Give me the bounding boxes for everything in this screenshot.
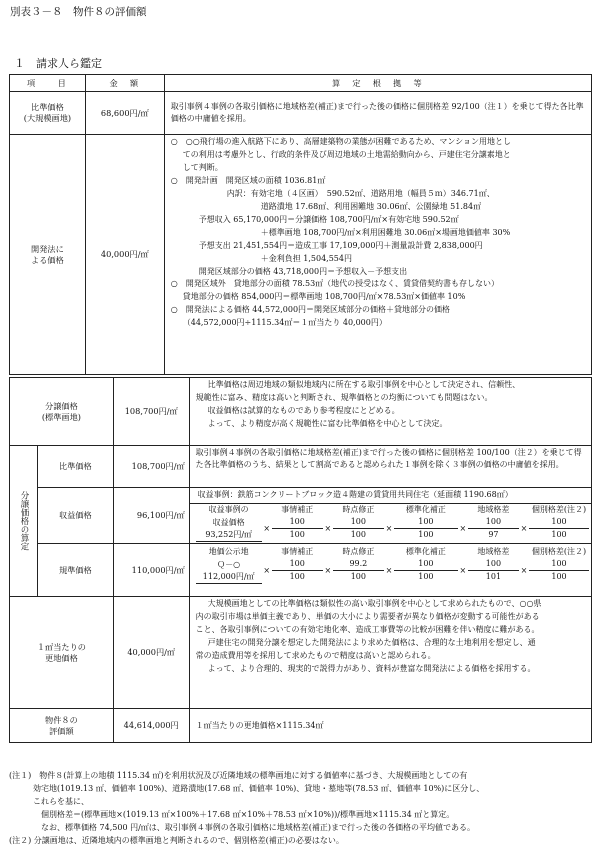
dev-line: 道路潰地 17.68㎡、利用困難地 30.06㎡、公園緑地 51.84㎡ [260, 201, 482, 211]
dev-line: ○ 開発法による価格 44,572,000円＝開発区域部分の価格＋貸地部分の価格 [170, 305, 451, 315]
footnote-line: 効宅地(1019.13 ㎡、価値率 100%)、道路潰地(17.68 ㎡、価値率 10%)、貸地・墓地等(78.53 ㎡、価値率 10%)に区分し、 [9, 783, 485, 793]
subdivision-item-line1: 分譲価格 [45, 400, 78, 411]
footnote-line: 個別格差＝(標準画地×(1019.13 ㎡×100%＋17.68 ㎡×10%＋78.53 ㎡×10%))/標準画地×1115.34 ㎡と算定。 [9, 809, 455, 819]
income-case: 収益事例：鉄筋コンクリートブロック造４階建の賃貸用共同住宅（延面積 1190.68㎡） [190, 489, 591, 504]
subdivision-item-line2: (標準画地) [41, 411, 81, 422]
row-property [10, 709, 592, 743]
footnote-line: (注１) 物件８(計算上の地積 1115.34 ㎡)を利用状況及び近隣地域の標準画地に対する価値率に基づき、大規模画地としての有 [9, 771, 468, 780]
income-formula-header: 個別格差(注２) [531, 505, 587, 515]
income-denominator: 97 [488, 530, 499, 540]
dev-line: ての利用は考慮外とし、行政的条件及び周辺地域の土地需給動向から、戸建住宅分譲素地と [182, 149, 511, 159]
income-formula-header: 収益事例の [208, 505, 249, 515]
subgroup-label-cell [10, 446, 38, 597]
sub-line: よって、より精度が高く規範性に富む比準価格を中心として決定。 [207, 418, 448, 428]
income-numerator: 100 [272, 516, 323, 529]
income-formula-header: 標準化補正 [405, 505, 446, 515]
development-amount: 40,000円/㎡ [85, 135, 164, 375]
development-basis [164, 135, 591, 375]
row-comparison [10, 92, 592, 135]
page-title: 別表３－８ 物件８の評価額 [10, 6, 147, 18]
standard-denominator: 100 [350, 572, 366, 582]
income-numerator: 100 [394, 516, 458, 529]
row-per-sqm [10, 597, 592, 709]
sub-comparison-amount: 108,700円/㎡ [113, 446, 189, 488]
standard-denominator: 100 [551, 572, 567, 582]
valuation-table-lower [9, 377, 592, 743]
income-formula-header: 時点修正 [342, 505, 375, 515]
row-sub-comparison [10, 446, 592, 488]
standard-formula-header: 標準化補正 [405, 547, 446, 557]
dev-line: して判断。 [182, 162, 223, 172]
comparison-item-line1: 比準価格 [31, 102, 64, 113]
header-item: 項 目 [10, 75, 86, 92]
standard-item: 規準価格 [37, 544, 113, 597]
header-amount: 金 額 [85, 75, 164, 92]
per-sqm-line: 戸建住宅の開発分譲を想定した開発法により求めた価格は、合理的な土地利用を想定し、通 [207, 637, 536, 647]
row-standard [10, 544, 592, 597]
sub-comparison-item: 比準価格 [37, 446, 113, 488]
dev-line: ＋金利負担 1,504,554円 [260, 253, 352, 263]
standard-formula: 地価公示地 事情補正 時点修正 標準化補正 地域格差 個別格差(注２) Ｑ－○ × 100 × 99.2 × 100 × 100 × 100 112,000円/㎡ 100 100 100 101 100 [196, 546, 589, 584]
dev-line: 内訳：有効宅地（４区画） 590.52㎡、道路用地（幅員５ｍ）346.71㎡、 [226, 188, 495, 198]
standard-formula-label: Ｑ－○ [217, 559, 241, 569]
income-denominator: 100 [418, 530, 434, 540]
income-denominator: 100 [350, 530, 366, 540]
per-sqm-item-line2: 更地価格 [45, 652, 78, 663]
per-sqm-line: 大規模画地としての比準価格は類似性の高い取引事例を中心として求められたもので、○○県 [207, 599, 542, 608]
standard-numerator: 100 [272, 558, 323, 571]
income-formula-header: 事情補正 [281, 505, 314, 515]
dev-line: 貸地部分の価格 854,000円＝標準画地 108,700円/㎡×78.53㎡×価値率 10% [182, 292, 466, 302]
footnotes [9, 770, 484, 848]
dev-line: 開発区域部分の価格 43,718,000円＝予想収入－予想支出 [198, 266, 408, 276]
income-item: 収益価格 [37, 488, 113, 544]
standard-formula-header: 事情補正 [281, 547, 314, 557]
income-numerator: 100 [333, 516, 384, 529]
development-item-line1: 開発法に [31, 243, 64, 254]
header-row [10, 75, 592, 92]
sub-comparison-basis: 取引事例４事例の各取引価格に地域格差(補正)まで行った後の価格に個別格差 100/100（注２）を乗じて得た各比準価格のうち、結果として割高であると認められた１事例を除く３事例の価格の中庸値を採用。 [189, 446, 591, 488]
income-numerator: 100 [529, 516, 589, 529]
footnote-line: (注２) 分譲画地は、近隣地域内の標準画地と判断されるので、個別格差(補正)の必要はない。 [9, 835, 344, 845]
subgroup-label: 分譲価格の算定 [19, 491, 29, 551]
subdivision-amount: 108,700円/㎡ [113, 378, 189, 446]
row-income [10, 488, 592, 544]
sub-line: 規範性に富み、精度は高いと判断され、規準価格との均衡についても問題はない。 [195, 392, 493, 402]
income-denominator: 100 [551, 530, 567, 540]
standard-denominator: 100 [289, 572, 305, 582]
income-denominator: 100 [289, 530, 305, 540]
dev-line: ○ 開発区域外 貸地部分の面積 78.53㎡（地代の授受はなく、賃貸借契約書も存しない） [170, 279, 499, 289]
header-basis: 算 定 根 拠 等 [164, 75, 591, 92]
per-sqm-amount: 40,000円/㎡ [113, 597, 189, 709]
standard-formula-header: 地域格差 [477, 547, 510, 557]
per-sqm-line: こと、各取引事例についての有効宅地化率、造成工事費等の比較が困難を伴い精度に難がある。 [195, 624, 540, 634]
dev-line: 予想収入 65,170,000円＝分譲価格 108,700円/㎡×有効宅地 590.52㎡ [198, 214, 459, 224]
income-basis [189, 488, 591, 544]
standard-formula-value: 112,000円/㎡ [196, 571, 262, 584]
property-item-line1: 物件８の [45, 714, 78, 725]
income-amount: 96,100円/㎡ [113, 488, 189, 544]
standard-denominator: 101 [485, 572, 502, 582]
per-sqm-line: 常の造成費用等を採用して求めたもので精度は高いと認められる。 [195, 650, 436, 660]
valuation-table [9, 74, 592, 375]
property-amount: 44,614,000円 [113, 709, 189, 743]
per-sqm-line: 内の取引市場は単価主義であり、単価の大小により需要者が異なり価格が変動する可能性がある [195, 611, 540, 621]
standard-amount: 110,000円/㎡ [113, 544, 189, 597]
subdivision-basis [189, 378, 591, 446]
development-item-line2: よる価格 [31, 254, 64, 265]
sub-line: 比準価格は周辺地域の類似地域内に所在する取引事例を中心として決定され、信頼性、 [207, 380, 521, 389]
per-sqm-basis [189, 597, 591, 709]
income-numerator: 100 [468, 516, 519, 529]
dev-line: ＋標準画地 108,700円/㎡×利用困難地 30.06㎡×場画地価値率 30% [260, 227, 511, 237]
standard-basis [189, 544, 591, 597]
standard-numerator: 99.2 [333, 558, 384, 571]
standard-numerator: 100 [529, 558, 589, 571]
standard-numerator: 100 [394, 558, 458, 571]
standard-formula-header: 地価公示地 [208, 547, 249, 557]
per-sqm-line: よって、より合理的、現実的で説得力があり、資料が豊富な開発法による価格を採用する。 [207, 663, 536, 673]
income-formula-label: 収益価格 [212, 517, 245, 527]
footnote-line: なお、標準価格 74,500 円/㎡は、取引事例４事例の各取引価格に地域格差(補正)まで行った後の各価格の平均値である。 [9, 822, 476, 832]
footnote-line: これらを基に、 [9, 796, 89, 806]
dev-line: ○ ○○飛行場の進入航路下にあり、高層建築物の業態が困難であるため、マンション用地とし [170, 137, 511, 146]
dev-line: ○ 開発計画 開発区域の面積 1036.81㎡ [170, 175, 326, 185]
comparison-basis: 取引事例４事例の各取引価格に地域格差(補正)まで行った後の価格に個別格差 92/100（注１）を乗じて得た各比準価格の中庸値を採用。 [164, 92, 591, 135]
standard-numerator: 100 [468, 558, 519, 571]
dev-line: （44,572,000円÷1115.34㎡＝１㎡当たり 40,000円） [182, 318, 387, 328]
property-item-line2: 評価額 [49, 725, 74, 736]
sub-line: 収益価格は試算的なものであり参考程度にとどめる。 [207, 405, 400, 415]
income-formula-header: 地域格差 [477, 505, 510, 515]
row-development [10, 135, 592, 375]
row-subdivision [10, 378, 592, 446]
income-formula-value: 93,252円/㎡ [196, 529, 262, 542]
standard-formula-header: 個別格差(注２) [531, 547, 587, 557]
section-heading: １ 請求人ら鑑定 [14, 57, 102, 70]
comparison-amount: 68,600円/㎡ [85, 92, 164, 135]
standard-denominator: 100 [418, 572, 434, 582]
income-formula: 収益事例の 事情補正 時点修正 標準化補正 地域格差 個別格差(注２) 収益価格 × 100 × 100 × 100 × 100 × 100 93,252円/㎡ 100 100 100 97 100 [196, 504, 589, 542]
property-basis: １㎡当たりの更地価格×1115.34㎡ [189, 709, 591, 743]
standard-formula-header: 時点修正 [342, 547, 375, 557]
dev-line: 予想支出 21,451,554円＝造成工事 17,109,000円＋測量設計費 2,838,000円 [198, 240, 483, 250]
per-sqm-item-line1: １㎡当たりの [36, 641, 86, 652]
comparison-item-line2: (大規模画地) [23, 113, 72, 123]
